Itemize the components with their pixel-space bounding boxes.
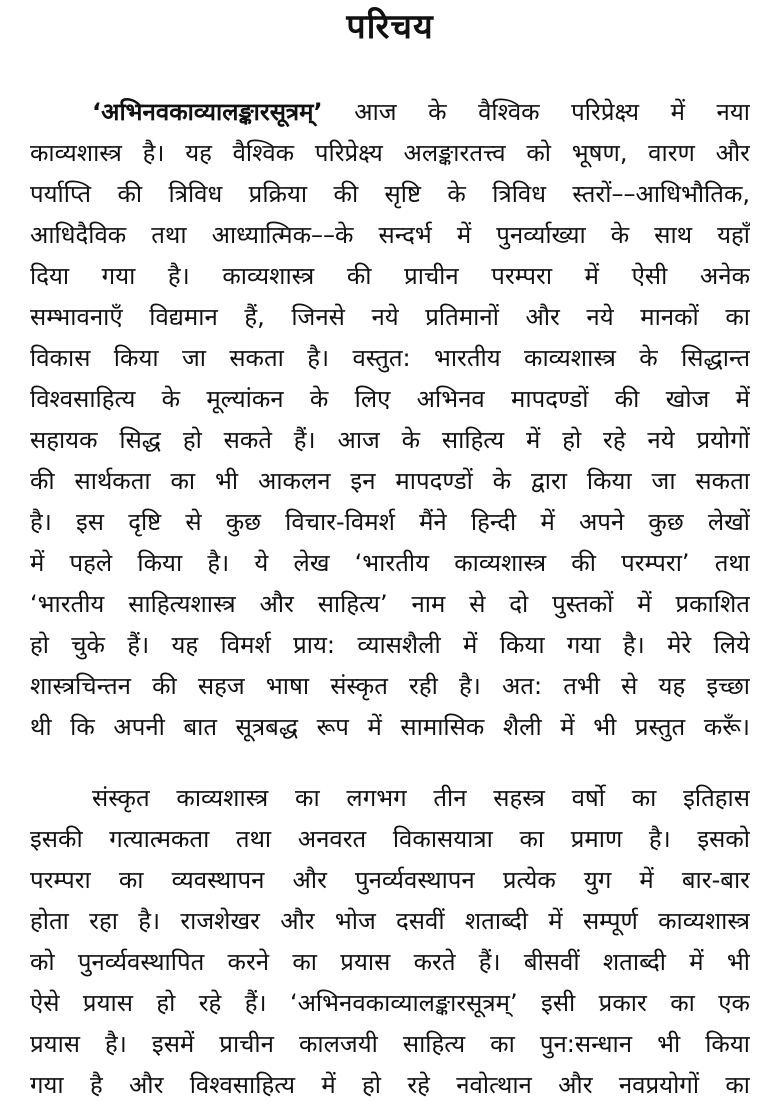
paragraph-line: ऐसे प्रयास हो रहे हैं। ‘अभिनवकाव्यालङ्कारसूत्रम्’ इसी प्रकार का एक (30, 989, 750, 1017)
paragraph-line: ‘भारतीय साहित्यशास्त्र और साहित्य’ नाम से दो पुस्तकों में प्रकाशित (30, 590, 750, 618)
paragraph-line: संस्कृत काव्यशास्त्र का लगभग तीन सहस्त्र वर्षो का इतिहास (92, 784, 750, 812)
paragraph-1 (30, 92, 750, 748)
paragraph-line: विश्वसाहित्य के मूल्यांकन के लिए अभिनव मापदण्डों की खोज में (30, 385, 750, 413)
book-title: ‘अभिनवकाव्यालङ्कारसूत्रम्’ (92, 98, 323, 126)
paragraph-line: की सार्थकता का भी आकलन इन मापदण्डों के द्वारा किया जा सकता (30, 467, 750, 495)
page-title: परिचय (346, 7, 434, 47)
paragraph-line: प्रयास है। इसमें प्राचीन कालजयी साहित्य का पुन:सन्धान भी किया (30, 1030, 750, 1058)
paragraph-line: सम्भावनाएँ विद्यमान हैं, जिनसे नये प्रतिमानों और नये मानकों का (30, 303, 750, 331)
paragraph-line: को पुनर्व्यवस्थापित करने का प्रयास करते हैं। बीसवीं शताब्दी में भी (30, 948, 750, 976)
paragraph-line: गया है और विश्वसाहित्य में हो रहे नवोत्थान और नवप्रयोगों का (30, 1071, 750, 1099)
paragraph-line: आधिदैविक तथा आध्यात्मिक––के सन्दर्भ में पुनर्व्याख्या के साथ यहाँ (30, 221, 750, 249)
paragraph-line: हो चुके हैं। यह विमर्श प्राय: व्यासशैली में किया गया है। मेरे लिये (30, 631, 750, 659)
paragraph-line: शास्त्रचिन्तन की सहज भाषा संस्कृत रही है। अत: तभी से यह इच्छा (30, 672, 750, 700)
paragraph-line: थी कि अपनी बात सूत्रबद्ध रूप में सामासिक शैली में भी प्रस्तुत करूँ। (30, 713, 750, 741)
paragraph-line: परम्परा का व्यवस्थापन और पुनर्व्यवस्थापन प्रत्येक युग में बार-बार (30, 866, 750, 894)
paragraph-line: विकास किया जा सकता है। वस्तुत: भारतीय काव्यशास्त्र के सिद्धान्त (30, 344, 750, 372)
paragraph-line: होता रहा है। राजशेखर और भोज दसवीं शताब्दी में सम्पूर्ण काव्यशास्त्र (30, 907, 750, 935)
paragraph-line (30, 92, 750, 133)
paragraph-line: में पहले किया है। ये लेख ‘भारतीय काव्यशास्त्र की परम्परा’ तथा (30, 549, 750, 577)
paragraph-line: काव्यशास्त्र है। यह वैश्विक परिप्रेक्ष्य अलङ्कारतत्त्व को भूषण, वारण और (30, 139, 750, 167)
paragraph-text: आज के वैश्विक परिप्रेक्ष्य में नया (322, 98, 750, 126)
paragraph-line: सहायक सिद्ध हो सकते हैं। आज के साहित्य में हो रहे नये प्रयोगों (30, 426, 750, 454)
paragraph-line: पर्याप्ति की त्रिविध प्रक्रिया की सृष्टि के त्रिविध स्तरों––आधिभौतिक, (30, 180, 750, 208)
paragraph-line: है। इस दृष्टि से कुछ विचार-विमर्श मैंने हिन्दी में अपने कुछ लेखों (30, 508, 750, 536)
paragraph-line: इसकी गत्यात्मकता तथा अनवरत विकासयात्रा का प्रमाण है। इसको (30, 825, 750, 853)
paragraph-line: दिया गया है। काव्यशास्त्र की प्राचीन परम्परा में ऐसी अनेक (30, 262, 750, 290)
paragraph-2 (30, 778, 750, 1106)
